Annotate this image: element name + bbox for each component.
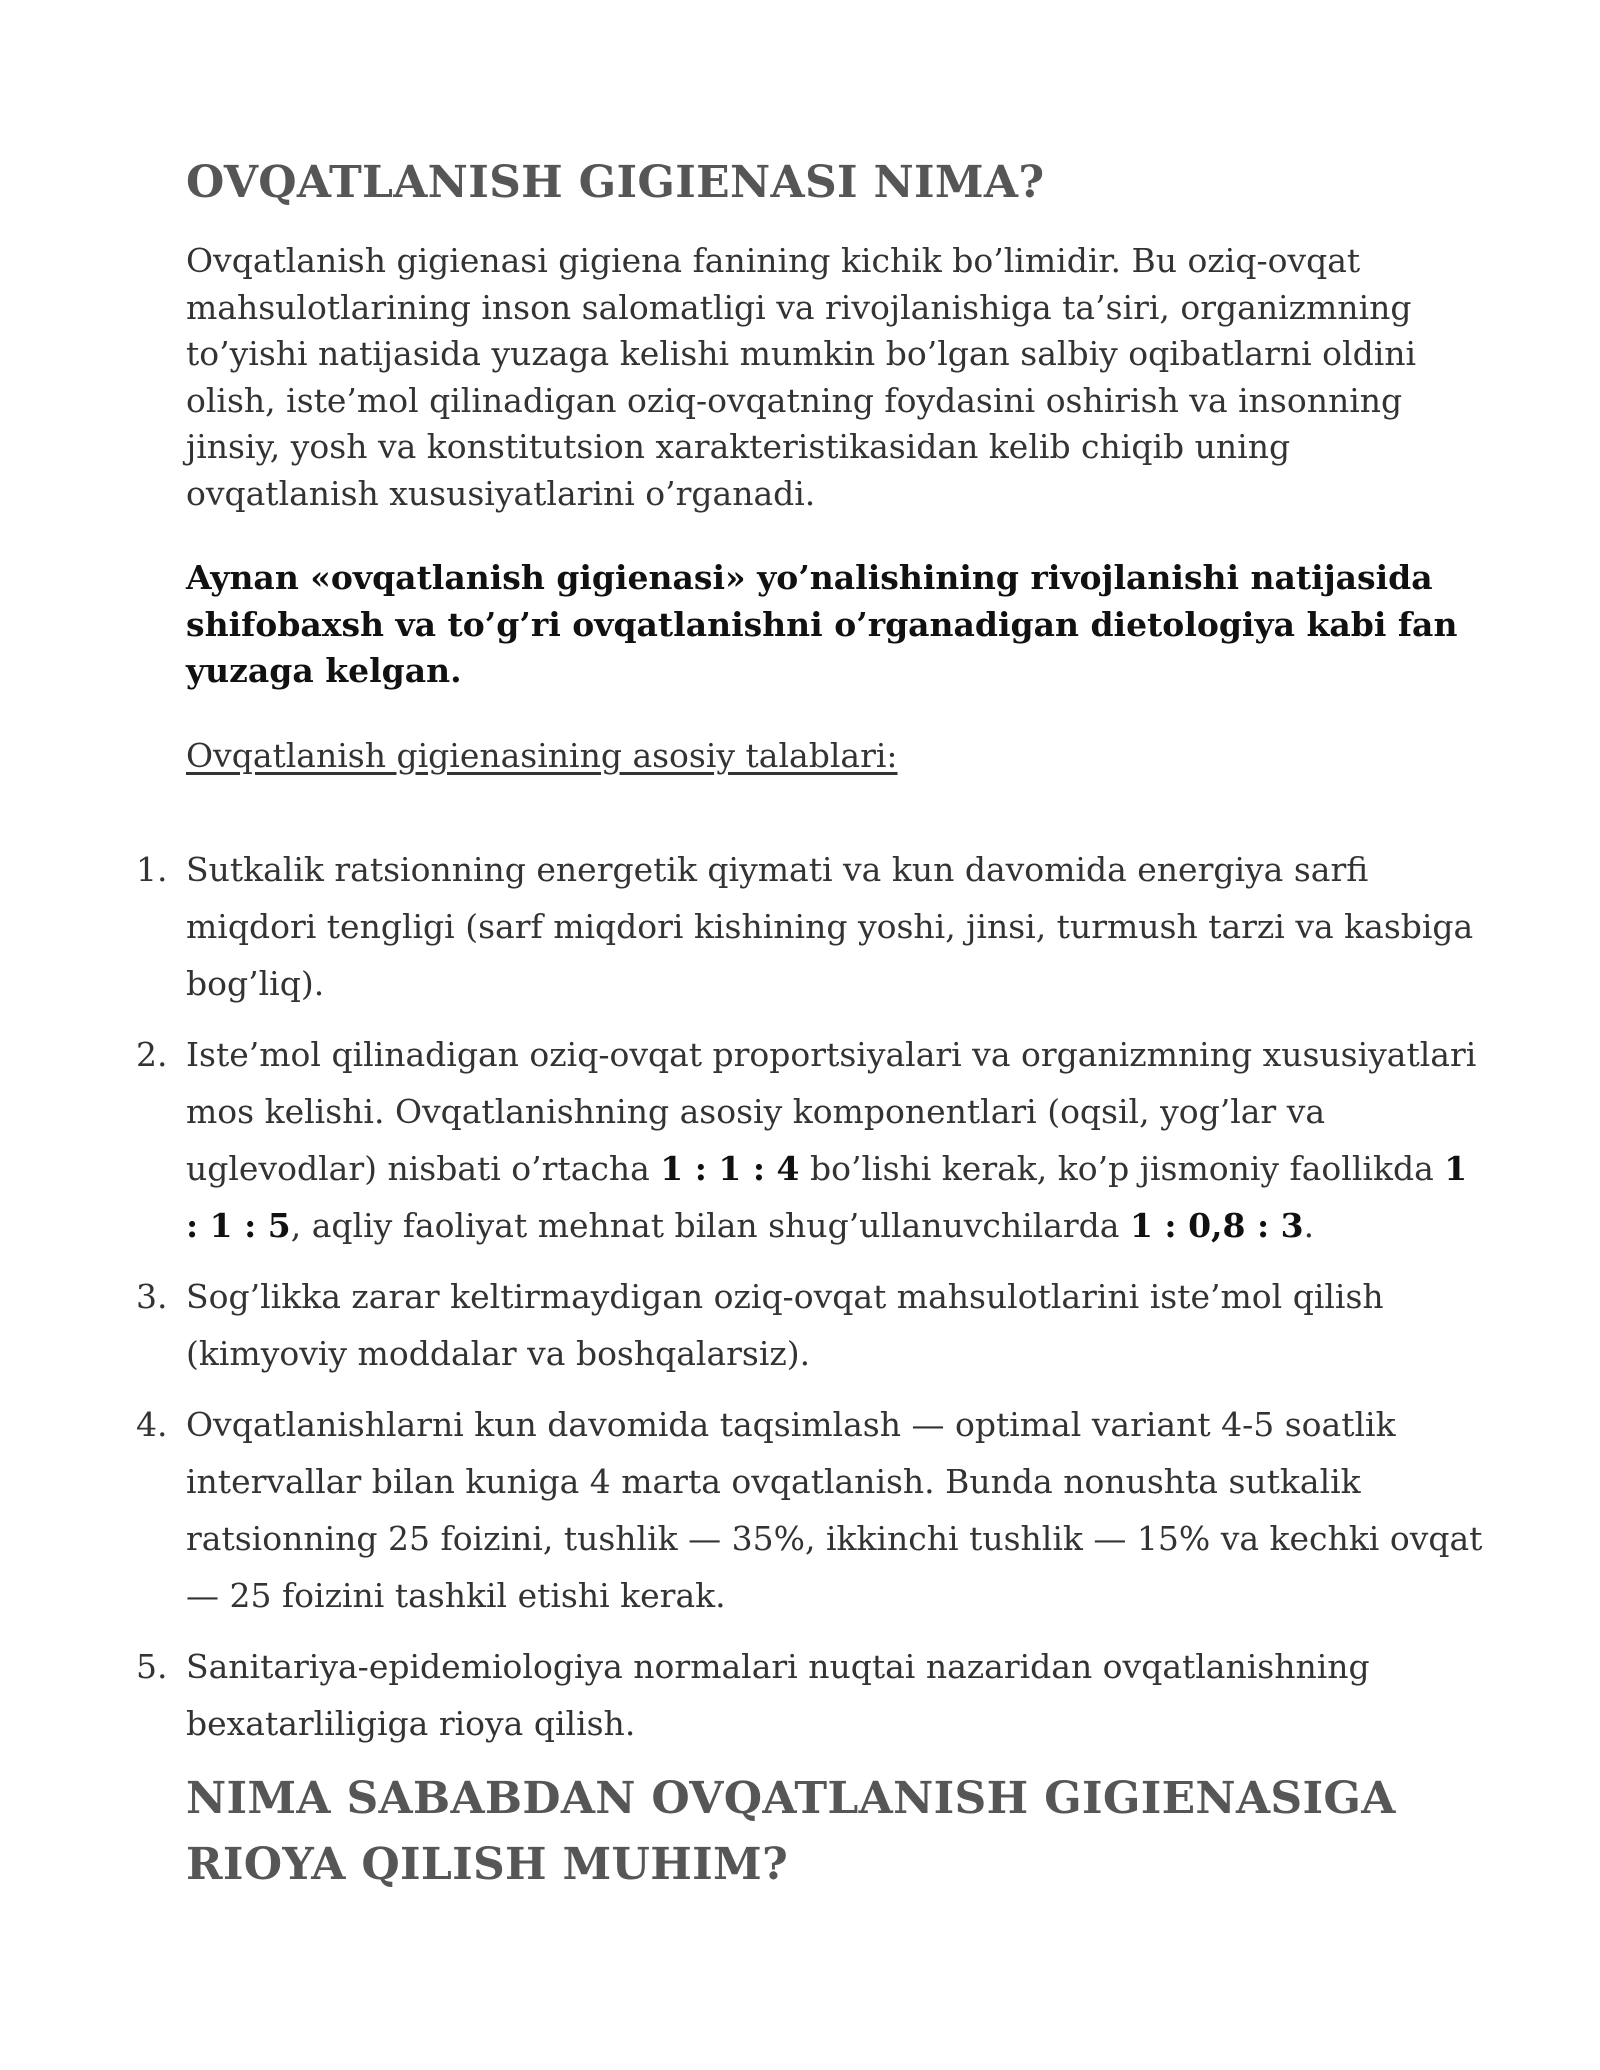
section-heading: NIMA SABABDAN OVQATLANISH GIGIENASIGA RIOYA QILISH MUHIM? <box>186 1773 1396 1890</box>
list-item-number: 3. <box>136 1277 168 1316</box>
article-heading: OVQATLANISH GIGIENASI NIMA? <box>186 157 1045 208</box>
list-item-text: . <box>1303 1206 1315 1245</box>
list-item <box>136 1638 1486 1752</box>
list-item-number: 1. <box>136 850 168 889</box>
ratio-physical-activity: 1 : 1 : 5 <box>186 1149 1468 1245</box>
list-item-text: , aqliy faoliyat mehnat bilan shug’ullanuvchilarda <box>290 1206 1130 1245</box>
ratio-mental-work: 1 : 0,8 : 3 <box>1129 1206 1304 1245</box>
requirements-subheading: Ovqatlanish gigienasining asosiy talablari: <box>186 735 898 775</box>
list-item-number: 5. <box>136 1647 168 1686</box>
list-item-number: 2. <box>136 1035 168 1074</box>
list-item <box>136 841 1486 1012</box>
ratio-average: 1 : 1 : 4 <box>660 1149 800 1188</box>
list-item <box>136 1268 1486 1382</box>
list-item-text: Sutkalik ratsionning energetik qiymati va kun davomida energiya sarfi miqdori tengligi (sarf miqdori kishining yoshi, jinsi, turmush tarzi va kasbiga bog’liq). <box>186 850 1474 1003</box>
list-item <box>136 1026 1486 1254</box>
list-item-text: Sog’likka zarar keltirmaydigan oziq-ovqat mahsulotlarini iste’mol qilish (kimyoviy moddalar va boshqalarsiz). <box>186 1277 1384 1373</box>
list-item-text: Iste’mol qilinadigan oziq-ovqat proportsiyalari va organizmning xususiyatlari mos kelishi. Ovqatlanishning asosiy komponentlari (oqsil, yog’lar va uglevodlar) nisbati o’rtacha <box>186 1035 1477 1188</box>
requirements-list <box>136 841 1486 1752</box>
bold-lead-paragraph: Aynan «ovqatlanish gigienasi» yo’nalishining rivojlanishi natijasida shifobaxsh va to’g’ri ovqatlanishni o’rganadigan dietologiya kabi fan yuzaga kelgan. <box>186 558 1458 690</box>
list-item-text: bo’lishi kerak, ko’p jismoniy faollikda <box>799 1149 1445 1188</box>
intro-paragraph: Ovqatlanish gigienasi gigiena fanining kichik bo’limidir. Bu oziq-ovqat mahsulotlarining inson salomatligi va rivojlanishiga ta’siri, organizmning to’yishi natijasida yuzaga kelishi mumkin bo’lgan salbiy oqibatlarni oldini olish, iste’mol qilinadigan oziq-ovqatning foydasini oshirish va insonning jinsiy, yosh va konstitutsion xarakteristikasidan kelib chiqib uning ovqatlanish xususiyatlarini o’rganadi. <box>186 241 1417 513</box>
article-body <box>136 150 1486 1898</box>
list-item-text: Sanitariya-epidemiologiya normalari nuqtai nazaridan ovqatlanishning bexatarliligiga rioya qilish. <box>186 1647 1370 1743</box>
list-item <box>136 1396 1486 1624</box>
list-item-text: Ovqatlanishlarni kun davomida taqsimlash — optimal variant 4-5 soatlik intervallar bilan kuniga 4 marta ovqatlanish. Bunda nonushta sutkalik ratsionning 25 foizini, tushlik — 35%, ikkinchi tushlik — 15% va kechki ovqat — 25 foizini tashkil etishi kerak. <box>186 1405 1483 1615</box>
list-item-number: 4. <box>136 1405 168 1444</box>
